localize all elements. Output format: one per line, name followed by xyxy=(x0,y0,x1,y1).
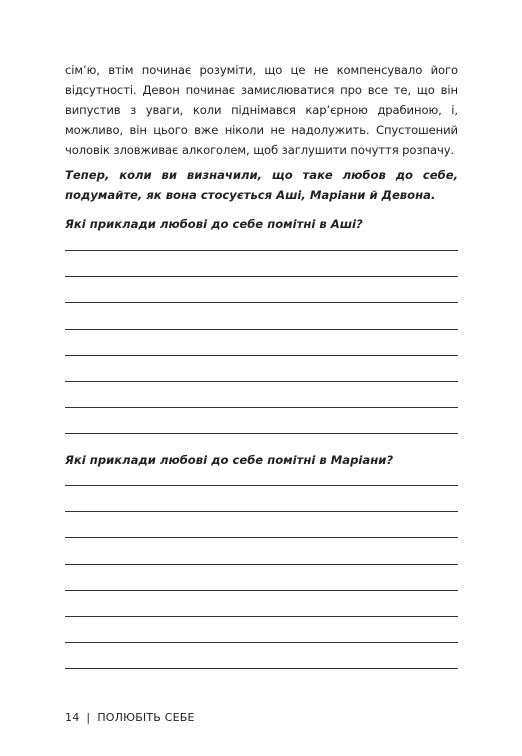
answer-line[interactable] xyxy=(65,642,458,643)
question-mariana: Які приклади любові до себе помітні в Маріани? xyxy=(65,453,394,467)
answer-line[interactable] xyxy=(65,616,458,617)
answer-line[interactable] xyxy=(65,564,458,565)
answer-line[interactable] xyxy=(65,250,458,251)
answer-lines-asha[interactable] xyxy=(65,250,458,460)
answer-line[interactable] xyxy=(65,485,458,486)
answer-line[interactable] xyxy=(65,276,458,277)
answer-lines-mariana[interactable] xyxy=(65,485,458,695)
question-asha: Які приклади любові до себе помітні в Аші? xyxy=(65,217,363,231)
answer-line[interactable] xyxy=(65,668,458,669)
footer-separator: | xyxy=(86,711,91,724)
answer-line[interactable] xyxy=(65,590,458,591)
answer-line[interactable] xyxy=(65,302,458,303)
answer-line[interactable] xyxy=(65,433,458,434)
page-footer xyxy=(65,711,195,725)
reflection-prompt: Тепер, коли ви визначили, що таке любов до себе, подумайте, як вона стосується Аші, Маріани й Девона. xyxy=(65,168,458,202)
answer-line[interactable] xyxy=(65,381,458,382)
answer-line[interactable] xyxy=(65,355,458,356)
page-number: 14 xyxy=(65,711,80,724)
answer-line[interactable] xyxy=(65,537,458,538)
answer-line[interactable] xyxy=(65,407,458,408)
answer-line[interactable] xyxy=(65,511,458,512)
book-title: ПОЛЮБІТЬ СЕБЕ xyxy=(97,711,195,724)
answer-line[interactable] xyxy=(65,329,458,330)
body-paragraph: сім’ю, втім починає розуміти, що це не компенсувало його відсутності. Девон починає замислюватися про все те, що він випустив з уваги, коли піднімався кар’єрною драбиною, і, можливо, він цього вже ніколи не надолужить. Спустошений чоловік зловживає алкоголем, щоб заглушити почуття розпачу. xyxy=(65,63,458,157)
